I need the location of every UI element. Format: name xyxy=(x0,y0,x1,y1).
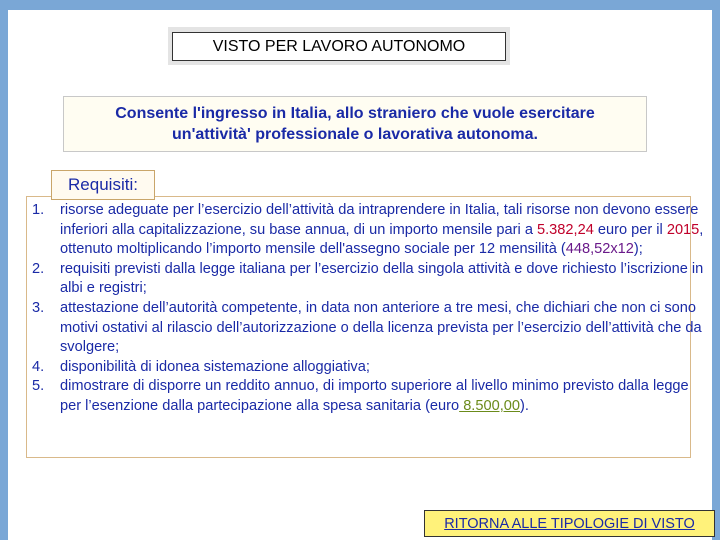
requisito-5-text-a: dimostrare di disporre un reddito annuo, di importo superiore al livello minimo previsto dalla legge per l’esenzione dalla partecipazione alla spesa sanitaria (euro xyxy=(60,378,689,414)
year-value: 2015 xyxy=(666,221,700,238)
left-frame-bar xyxy=(0,0,8,540)
requisito-item-5 xyxy=(60,377,710,416)
title-box xyxy=(168,27,510,65)
intro-box xyxy=(63,96,647,152)
amount-monthly: 5.382,24 xyxy=(537,221,594,238)
requisito-item-3: attestazione dell’autorità competente, in data non anteriore a tre mesi, che dichiari che non ci sono motivi ostativi al rilascio dell’autorizzazione o della licenza prevista per l’esercizio dell’attività che da svolgere; xyxy=(60,299,702,356)
top-frame-bar xyxy=(0,0,720,10)
requisito-1-text-c: , ottenuto moltiplicando l’importo mensile dell'assegno sociale per 12 mensilità ( xyxy=(60,221,704,258)
requisito-1-text-a: risorse adeguate per l’esercizio dell’attività da intraprendere in Italia, tali risorse non devono essere inferiori alla capitalizzazione, su base annua, di un importo mensile pari a xyxy=(60,202,699,238)
requisiti-list xyxy=(26,201,710,417)
back-to-visa-types-link[interactable]: RITORNA ALLE TIPOLOGIE DI VISTO xyxy=(424,510,715,537)
page-title: VISTO PER LAVORO AUTONOMO xyxy=(172,32,506,61)
requisiti-label: Requisiti: xyxy=(51,170,155,200)
right-frame-bar xyxy=(712,0,720,540)
intro-text xyxy=(115,103,595,145)
requisito-1-text-d: ); xyxy=(633,241,643,258)
requisito-item-2: requisiti previsti dalla legge italiana per l’esercizio della singola attività e dove richiesto l’iscrizione in albi e registri; xyxy=(60,260,704,297)
requisito-5-text-b: ). xyxy=(520,397,529,414)
intro-line-1: Consente l'ingresso in Italia, allo straniero che vuole esercitare xyxy=(115,105,595,122)
requisito-1-text-b: euro per il xyxy=(593,221,667,238)
amount-income: 8.500,00 xyxy=(459,397,521,414)
requisito-item-1 xyxy=(60,201,710,260)
intro-line-2: un'attività' professionale o lavorativa autonoma. xyxy=(172,126,538,143)
requisito-item-4: disponibilità di idonea sistemazione alloggiativa; xyxy=(60,358,370,375)
calc-formula: 448,52x12 xyxy=(565,241,634,258)
